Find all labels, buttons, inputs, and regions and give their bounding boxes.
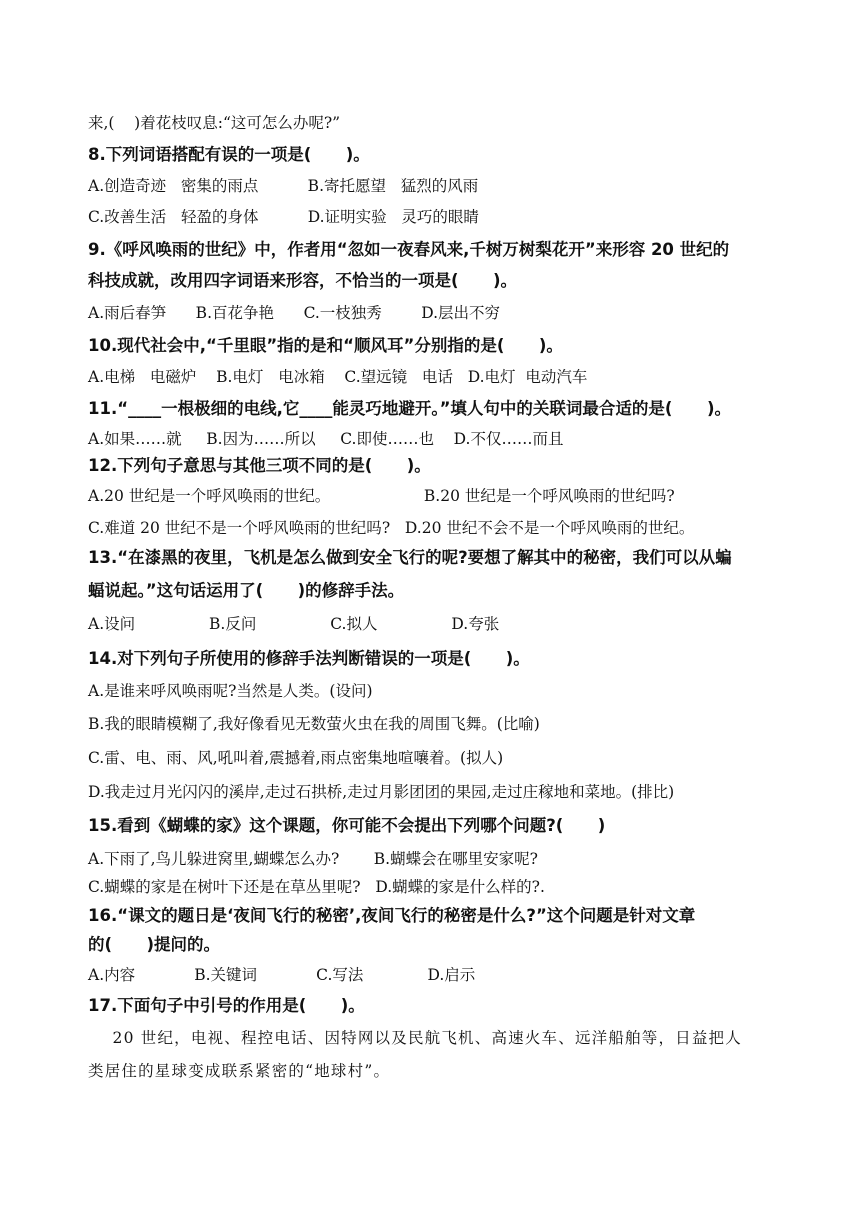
question-8: 8.下列词语搭配有误的一项是( )。 bbox=[88, 145, 370, 164]
question-9-options: A.雨后春笋 B.百花争艳 C.一枝独秀 D.层出不穷 bbox=[88, 304, 501, 322]
question-17: 17.下面句子中引号的作用是( )。 bbox=[88, 996, 365, 1015]
question-15-options-cd: C.蝴蝶的家是在树叶下还是在草丛里呢? D.蝴蝶的家是什么样的?. bbox=[88, 878, 545, 896]
question-17-passage-line-1: 20 世纪，电视、程控电话、因特网以及民航飞机、高速火车、远洋船舶等，日益把人 bbox=[88, 1029, 742, 1047]
question-14-option-a: A.是谁来呼风唤雨呢?当然是人类。(设问) bbox=[88, 682, 373, 700]
question-9-line-2: 科技成就，改用四字词语来形容，不恰当的一项是( )。 bbox=[88, 271, 518, 290]
question-10-options: A.电梯 电磁炉 B.电灯 电冰箱 C.望远镜 电话 D.电灯 电动汽车 bbox=[88, 368, 588, 386]
question-12-options-cd: C.难道 20 世纪不是一个呼风唤雨的世纪吗? D.20 世纪不会不是一个呼风唤雨的世纪。 bbox=[88, 519, 695, 537]
question-14-option-b: B.我的眼睛模糊了,我好像看见无数萤火虫在我的周围飞舞。(比喻) bbox=[88, 715, 540, 733]
question-12-options-ab: A.20 世纪是一个呼风唤雨的世纪。 B.20 世纪是一个呼风唤雨的世纪吗? bbox=[88, 487, 675, 505]
question-15-options-ab: A.下雨了,鸟儿躲进窝里,蝴蝶怎么办? B.蝴蝶会在哪里安家呢? bbox=[88, 850, 538, 868]
question-8-options-ab: A.创造奇迹 密集的雨点 B.寄托愿望 猛烈的风雨 bbox=[88, 177, 479, 195]
question-14-option-c: C.雷、电、雨、风,吼叫着,震撼着,雨点密集地喧嚷着。(拟人) bbox=[88, 749, 504, 767]
question-17-passage-line-2: 类居住的星球变成联系紧密的“地球村”。 bbox=[88, 1062, 391, 1080]
question-10: 10.现代社会中,“千里眼”指的是和“顺风耳”分别指的是( )。 bbox=[88, 336, 563, 355]
question-8-options-cd: C.改善生活 轻盈的身体 D.证明实验 灵巧的眼睛 bbox=[88, 208, 479, 226]
question-16-options: A.内容 B.关键词 C.写法 D.启示 bbox=[88, 966, 476, 984]
question-15: 15.看到《蝴蝶的家》这个课题，你可能不会提出下列哪个问题?( ) bbox=[88, 816, 606, 835]
question-13-options: A.设问 B.反问 C.拟人 D.夸张 bbox=[88, 615, 500, 633]
question-14: 14.对下列句子所使用的修辞手法判断错误的一项是( )。 bbox=[88, 649, 530, 668]
question-12: 12.下列句子意思与其他三项不同的是( )。 bbox=[88, 456, 431, 475]
question-11-options: A.如果……就 B.因为……所以 C.即使……也 D.不仅……而且 bbox=[88, 430, 564, 448]
question-14-option-d: D.我走过月光闪闪的溪岸,走过石拱桥,走过月影团团的果园,走过庄稼地和菜地。(排比) bbox=[88, 783, 675, 801]
question-16-line-2: 的( )提问的。 bbox=[88, 935, 221, 954]
question-13-line-2: 蝠说起。”这句话运用了( )的修辞手法。 bbox=[88, 581, 405, 600]
question-16-line-1: 16.“课文的题日是‘夜间飞行的秘密’,夜间飞行的秘密是什么?”这个问题是针对文章 bbox=[88, 906, 696, 925]
question-9-line-1: 9.《呼风唤雨的世纪》中，作者用“忽如一夜春风来,千树万树梨花开”来形容 20 世纪的 bbox=[88, 240, 730, 259]
q7-continuation: 来,( )着花枝叹息:“这可怎么办呢?” bbox=[88, 114, 341, 132]
question-13-line-1: 13.“在漆黑的夜里，飞机是怎么做到安全飞行的呢?要想了解其中的秘密，我们可以从蝙 bbox=[88, 548, 732, 567]
question-11: 11.“____一根极细的电线,它____能灵巧地避开。”填人句中的关联词最合适的是( )。 bbox=[88, 399, 731, 418]
